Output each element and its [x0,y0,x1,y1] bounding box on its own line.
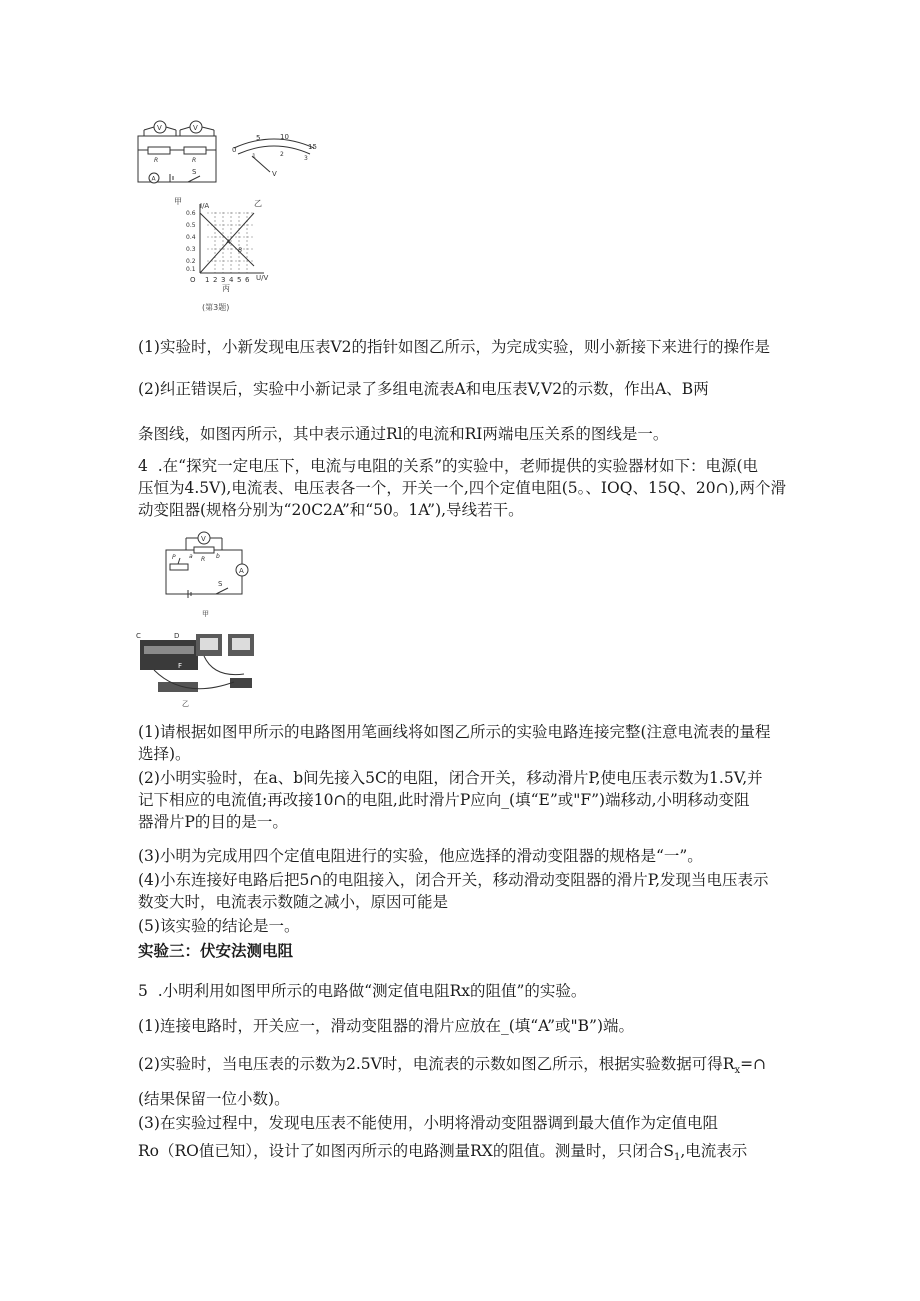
q4-sub5: (5)该实验的结论是一。 [138,917,300,935]
x-tick: 3 [221,276,226,284]
q5-sub3-text: Ro（RO值已知），设计了如图丙所示的电路测量RX的阻值。测量时，只闭合S [138,1142,674,1160]
q4-sub2-line2: 记下相应的电流值;再改接10∩的电阻,此时滑片P应向_(填“E”或"F”)端移动,小明移动变阻 [138,791,750,809]
photo-label-c: C [136,632,141,640]
q4-sub4-line1: (4)小东连接好电路后把5∩的电阻接入，闭合开关，移动滑动变阻器的滑片P,发现当电压表示 [138,871,769,889]
q4-sub2-line1: (2)小明实验时，在a、b间先接入5C的电阻，闭合开关，移动滑片P,使电压表示数为1.5V,并 [138,769,763,787]
graph-line-a-label: A [226,239,231,246]
q4-intro-line3: 动变阻器(规格分别为“20C2A”和“50。1A”),导线若干。 [138,501,524,519]
q5-sub3-subscript: 1 [673,1152,681,1164]
q4-sub2-line3: 器滑片P的目的是一。 [138,813,288,831]
voltmeter-dial [234,139,314,172]
q4-intro-line1: 4 .在“探究一定电压下，电流与电阻的关系”的实验中，老师提供的实验器材如下：电源(电 [138,457,759,475]
photo-label-f: F [178,662,183,670]
q5-sub2-line2: (结果保留一位小数)。 [138,1090,290,1108]
figure-3-drawing [134,116,324,316]
label-yi: 乙 [254,199,262,208]
fig4-slider-label: P [172,554,176,561]
meter-a-label: A [151,175,156,183]
fig4-resistor-label: R [201,556,206,563]
figure-4-circuit [158,528,258,620]
meter-v2-label: V [193,124,198,132]
graph-x-label: U/V [256,274,269,282]
x-tick: 6 [245,276,250,284]
dial-unit: V [272,170,277,178]
photo-label-d: D [174,632,180,640]
graph-bing [186,202,268,293]
dial-low-1: 1 [252,153,256,160]
fig4-switch-label: S [218,580,223,588]
r2-label: R [192,157,197,164]
r1-label: R [154,157,159,164]
fig4-point-a: a [189,553,193,560]
q5-sub2-subscript: x [734,1065,741,1077]
dial-tick-10: 10 [280,133,289,141]
q5-intro: 5 .小明利用如图甲所示的电路做“测定值电阻Rx的阻值”的实验。 [138,982,587,1000]
x-tick: 5 [237,276,242,284]
fig4-ammeter-label: A [239,567,244,575]
label-jia: 甲 [174,197,182,206]
q4-sub4-line2: 数变大时，电流表示数随之减小，原因可能是 [138,893,449,911]
switch-label: S [192,168,197,176]
q5-sub1: (1)连接电路时，开关应一，滑动变阻器的滑片应放在_(填“A”或"B”)端。 [138,1017,635,1035]
q4-intro-line2: 压恒为4.5V),电流表、电压表各一个，开关一个,四个定值电阻(5。、IOQ、15Q、20∩),两个滑 [138,479,787,497]
q5-sub2-line1 [138,1053,788,1082]
q5-sub3-line2 [138,1140,788,1169]
circuit-jia [138,121,216,183]
fig4-label-jia: 甲 [202,610,209,618]
section-3-title: 实验三：伏安法测电阻 [138,942,294,960]
q4-sub1-line2: 选择)。 [138,745,191,763]
photo-label-e: E [136,662,141,670]
graph-origin: O [190,276,196,284]
dial-tick-0: 0 [232,146,237,154]
q5-sub3-end: ,电流表示 [680,1142,748,1160]
fig4-voltmeter-label: V [201,535,206,543]
photo-label-yi: 乙 [182,700,189,708]
q4-sub1-line1: (1)请根据如图甲所示的电路图用笔画线将如图乙所示的实验电路连接完整(注意电流表的量程 [138,723,771,741]
q3-part2-continued: 条图线，如图丙所示，其中表示通过Rl的电流和RI两端电压关系的图线是一。 [138,425,669,443]
dial-tick-15: 15 [308,143,317,151]
x-tick: 2 [213,276,218,284]
figure-4-photo [134,622,264,708]
q5-sub3-line1: (3)在实验过程中，发现电压表不能使用，小明将滑动变阻器调到最大值作为定值电阻 [138,1114,718,1132]
q5-sub2-end: =∩ [740,1055,767,1073]
q5-sub2-text: (2)实验时，当电压表的示数为2.5V时，电流表的示数如图乙所示，根据实验数据可得R [138,1055,735,1073]
dial-tick-5: 5 [256,134,261,142]
graph-y-label: I/A [200,202,210,210]
figure-4-circuit-drawing [158,528,258,620]
fig4-point-b: b [216,553,220,560]
q3-part1: (1)实验时，小新发现电压表V2的指针如图乙所示，为完成实验，则小新接下来进行的操作是 [138,338,771,356]
label-bing: 丙 [222,284,230,293]
y-tick: 0.1 [186,266,196,273]
graph-line-b-label: B [238,247,243,254]
y-tick: 0.3 [186,246,196,253]
meter-v1-label: V [157,124,162,132]
x-tick: 1 [205,276,210,284]
figure-3 [134,116,324,316]
q3-part2: (2)纠正错误后，实验中小新记录了多组电流表A和电压表V,V2的示数，作出A、B两 [138,380,709,398]
y-tick: 0.2 [186,258,196,265]
figure-4-photo-drawing [134,622,264,708]
q4-sub3: (3)小明为完成用四个定值电阻进行的实验，他应选择的滑动变阻器的规格是“一”。 [138,847,703,865]
y-tick: 0.5 [186,222,196,229]
dial-low-3: 3 [304,155,308,162]
dial-low-2: 2 [280,151,284,158]
x-tick: 4 [229,276,234,284]
y-tick: 0.4 [186,234,196,241]
figure-caption: (第3题) [202,303,230,312]
y-tick: 0.6 [186,210,196,217]
